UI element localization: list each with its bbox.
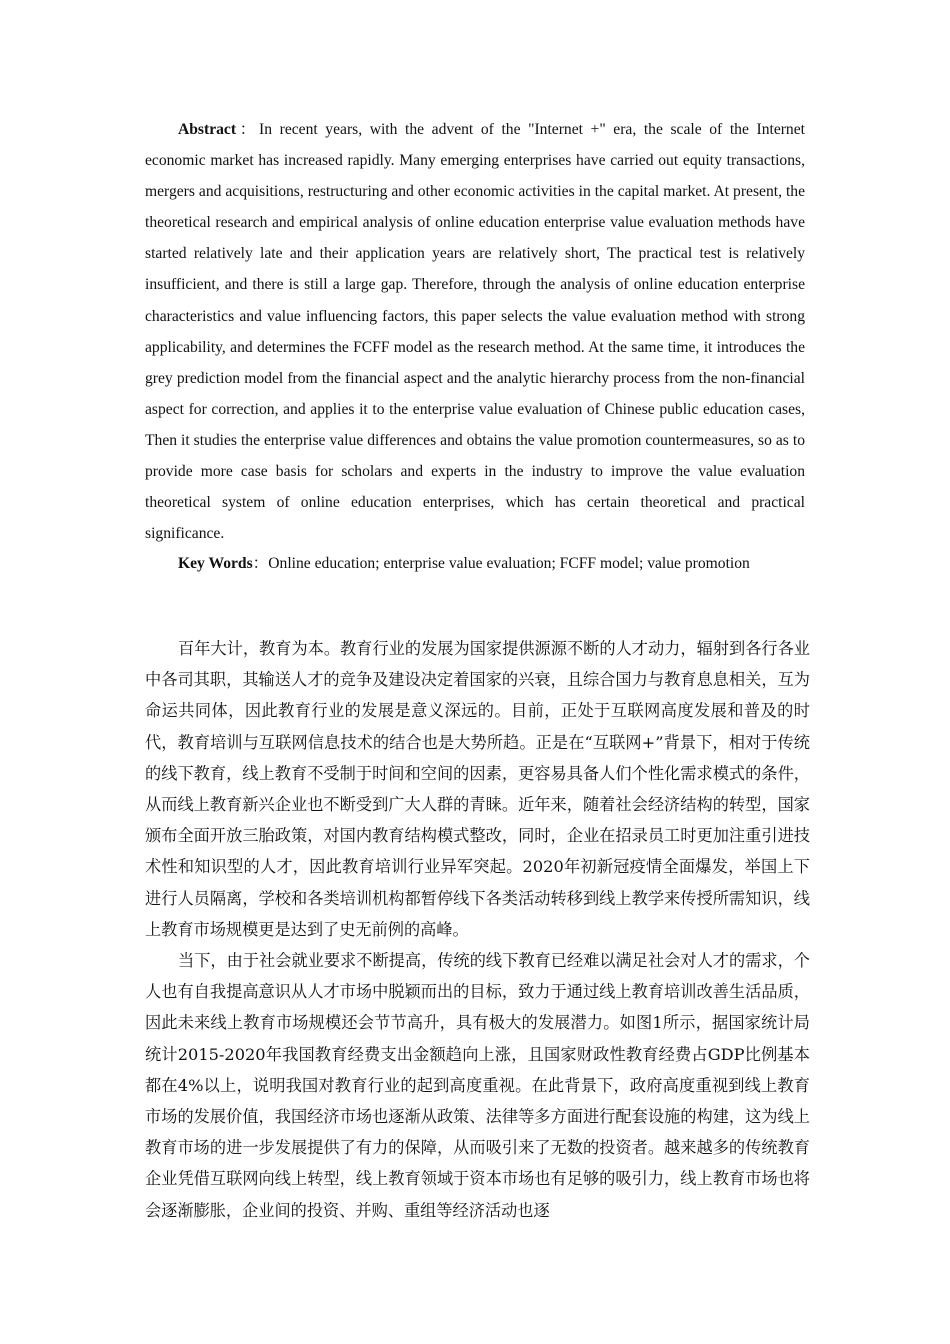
abstract-label: Abstract	[178, 121, 237, 138]
body-paragraph-2: 当下，由于社会就业要求不断提高，传统的线下教育已经难以满足社会对人才的需求，个人也有自我提高意识从人才市场中脱颖而出的目标，致力于通过线上教育培训改善生活品质，因此未来线上教育市场规模还会节节高升，具有极大的发展潜力。如图1所示，据国家统计局统计2015-2020年我国教育经费支出金额趋向上涨，且国家财政性教育经费占GDP比例基本都在4%以上，说明我国对教育行业的起到高度重视。在此背景下，政府高度重视到线上教育市场的发展价值，我国经济市场也逐渐从政策、法律等多方面进行配套设施的构建，这为线上教育市场的进一步发展提供了有力的保障，从而吸引来了无数的投资者。越来越多的传统教育企业凭借互联网向线上转型，线上教育领域于资本市场也有足够的吸引力，线上教育市场也将会逐渐膨胀，企业间的投资、并购、重组等经济活动也逐	[145, 951, 810, 1220]
abstract-paragraph	[145, 114, 805, 549]
abstract-separator: ：	[236, 121, 260, 138]
body-text	[145, 633, 810, 1226]
keywords-label: Key Words	[178, 555, 253, 572]
abstract-text: In recent years, with the advent of the "Internet +" era, the scale of the Internet economic market has increased rapidly. Many emerging enterprises have carried out equity transactions, mergers and acquisitions, restructuring and other economic activities in the capital market. At present, the theoretical research and empirical analysis of online education enterprise value evaluation methods have started relatively late and their application years are relatively short, The practical test is relatively insufficient, and there is still a large gap. Therefore, through the analysis of online education enterprise characteristics and value influencing factors, this paper selects the value evaluation method with strong applicability, and determines the FCFF model as the research method. At the same time, it introduces the grey prediction model from the financial aspect and the analytic hierarchy process from the non-financial aspect for correction, and applies it to the enterprise value evaluation of Chinese public education cases, Then it studies the enterprise value differences and obtains the value promotion countermeasures, so as to provide more case basis for scholars and experts in the industry to improve the value evaluation theoretical system of online education enterprises, which has certain theoretical and practical significance.	[145, 121, 805, 543]
keywords-paragraph	[145, 548, 805, 579]
keywords-separator: ：	[252, 555, 269, 572]
body-paragraph-1: 百年大计，教育为本。教育行业的发展为国家提供源源不断的人才动力，辐射到各行各业中各司其职，其输送人才的竞争及建设决定着国家的兴衰，且综合国力与教育息息相关，互为命运共同体，因此教育行业的发展是意义深远的。目前，正处于互联网高度发展和普及的时代，教育培训与互联网信息技术的结合也是大势所趋。正是在“互联网+”背景下，相对于传统的线下教育，线上教育不受制于时间和空间的因素，更容易具备人们个性化需求模式的条件，从而线上教育新兴企业也不断受到广大人群的青睐。近年来，随着社会经济结构的转型，国家颁布全面开放三胎政策，对国内教育结构模式整改，同时，企业在招录员工时更加注重引进技术性和知识型的人才，因此教育培训行业异军突起。2020年初新冠疫情全面爆发，举国上下进行人员隔离，学校和各类培训机构都暂停线下各类活动转移到线上教学来传授所需知识，线上教育市场规模更是达到了史无前例的高峰。	[145, 639, 810, 939]
keywords-text: Online education; enterprise value evaluation; FCFF model; value promotion	[268, 555, 750, 572]
